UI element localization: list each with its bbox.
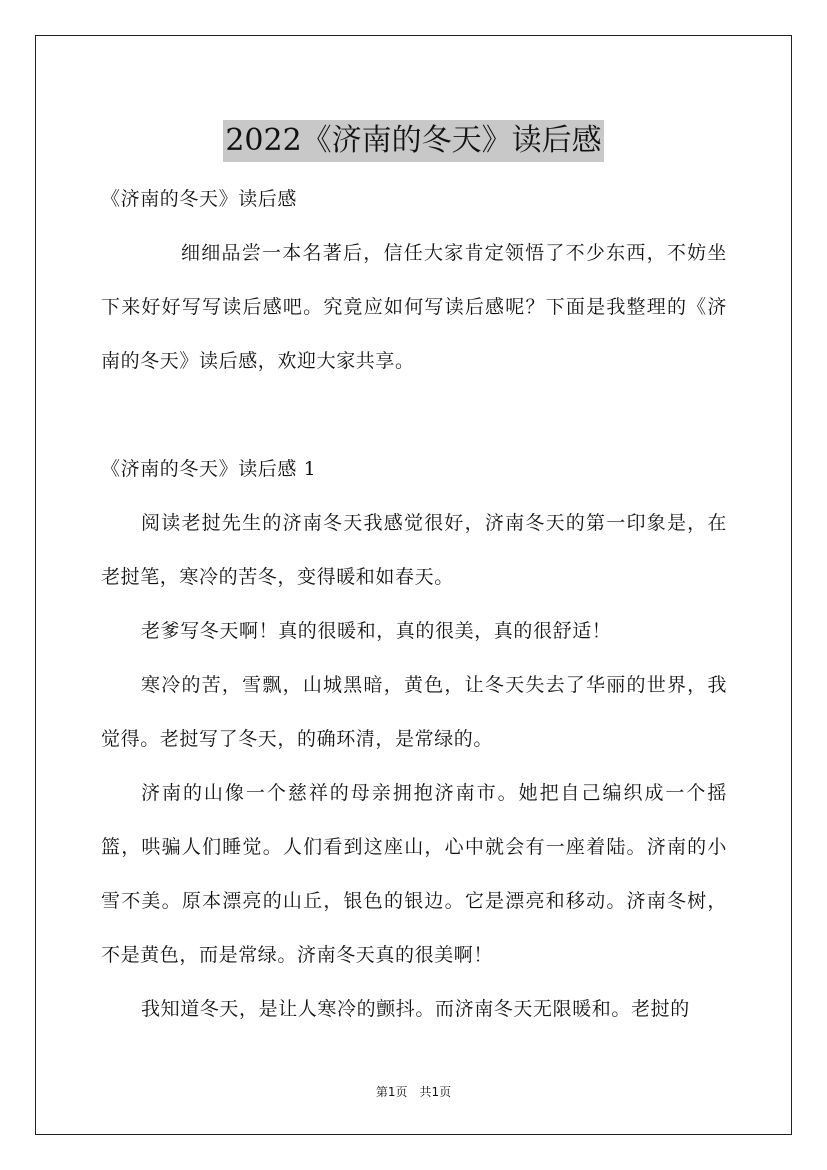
body-paragraph-2: 老爹写冬天啊！真的很暖和，真的很美，真的很舒适！ (141, 620, 612, 642)
page-number: 第1页 共1页 (375, 1085, 452, 1099)
page-footer (0, 1084, 827, 1100)
body-paragraph-4: 济南的山像一个慈祥的母亲拥抱济南市。她把自己编织成一个摇篮，哄骗人们睡觉。人们看到这座山，心中就会有一座着陆。济南的小雪不美。原本漂亮的山丘，银色的银边。它是漂亮和移动。济南冬树，不是黄色，而是常绿。济南冬天真的很美啊！ (101, 782, 727, 966)
paragraph-gap (101, 388, 727, 442)
document-subtitle: 《济南的冬天》读后感 (101, 188, 298, 210)
body-paragraph-3: 寒冷的苦，雪飘，山城黑暗，黄色，让冬天失去了华丽的世界，我觉得。老挝写了冬天，的确环清，是常绿的。 (101, 674, 727, 750)
document-body (101, 172, 727, 1036)
body-paragraph-1: 阅读老挝先生的济南冬天我感觉很好，济南冬天的第一印象是，在老挝笔，寒冷的苦冬，变得暖和如春天。 (101, 512, 727, 588)
intro-paragraph: 细细品尝一本名著后，信任大家肯定领悟了不少东西，不妨坐下来好好写写读后感吧。究竟应如何写读后感呢？下面是我整理的《济南的冬天》读后感，欢迎大家共享。 (101, 242, 727, 372)
document-title: 2022《济南的冬天》读后感 (223, 120, 603, 162)
body-paragraph-5: 我知道冬天，是让人寒冷的颤抖。而济南冬天无限暖和。老挝的 (141, 998, 690, 1020)
section-heading: 《济南的冬天》读后感 1 (101, 458, 317, 480)
title-container (0, 100, 827, 182)
